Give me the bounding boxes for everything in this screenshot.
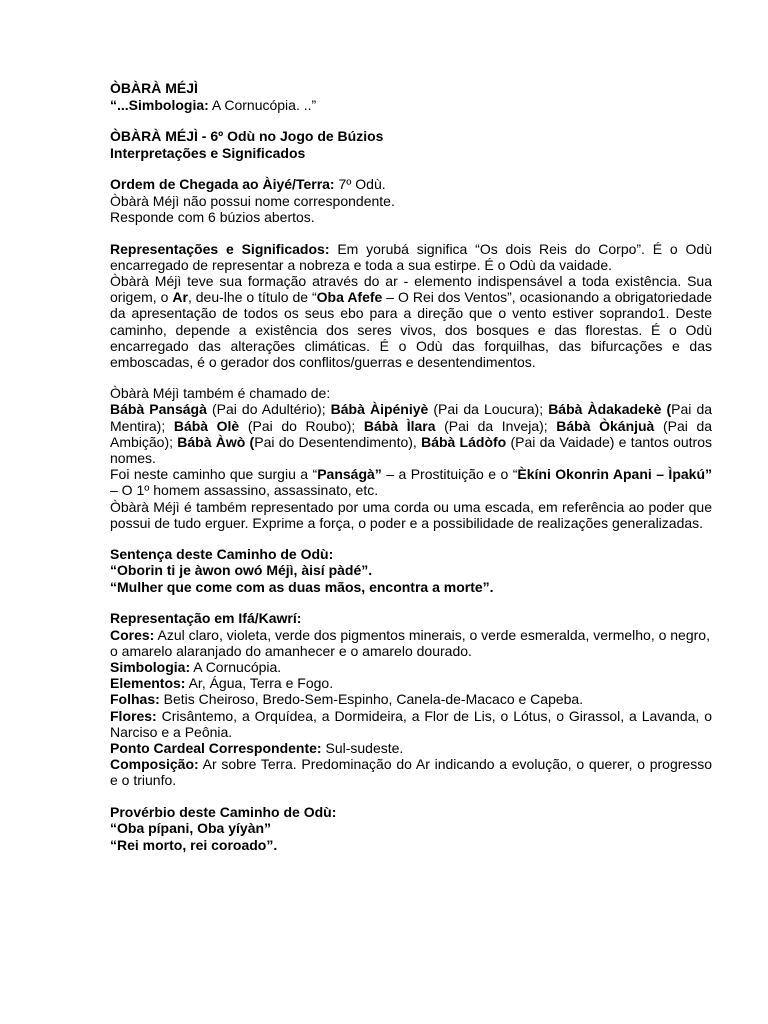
representations-paragraph-2	[110, 273, 712, 370]
pansaga-paragraph	[110, 466, 712, 498]
ifa-section	[110, 610, 712, 788]
pansaga-term: Panságà”	[317, 466, 382, 483]
sentence-section	[110, 546, 712, 596]
text-span: Òbàrà Méjì teve sua formação através do ar - elemento indispensável a toda existência. Sua origem, o	[110, 272, 712, 306]
elementos-item	[110, 675, 712, 691]
name-meaning: Pai do Desentendimento),	[254, 433, 422, 450]
representations-label: Representações e Significados:	[110, 240, 330, 257]
proverb-heading: Provérbio deste Caminho de Odù:	[110, 803, 337, 820]
ar-term: Ar	[172, 289, 188, 306]
flores-item	[110, 708, 712, 740]
simbologia-text: A Cornucópia.	[190, 659, 282, 676]
sentence-line-1: “Oborin ti je àwon owó Méjì, àisí pàdé”.	[110, 562, 373, 579]
name-term: Bábà Olè	[173, 417, 240, 434]
sentence-heading: Sentença deste Caminho de Odù:	[110, 545, 334, 562]
proverb-line-2: “Rei morto, rei coroado”.	[110, 836, 278, 853]
symbology-line	[110, 97, 712, 114]
symbology-label: “...Simbologia:	[110, 96, 209, 113]
section-subheading: Interpretações e Significados	[110, 144, 306, 161]
document-body	[110, 80, 712, 868]
name-meaning: Pai da Mentira);	[110, 401, 713, 434]
sentence-line-2: “Mulher que come com as duas mãos, encontra a morte”.	[110, 578, 494, 595]
name-meaning: (Pai da Ambição);	[110, 417, 713, 450]
cores-item	[110, 627, 712, 659]
oba-afefe-term: Oba Afefe	[316, 289, 383, 306]
name-term: Bábà Àipéniyè	[330, 401, 429, 418]
simbologia-label: Simbologia:	[110, 659, 191, 676]
rope-ladder-paragraph: Òbàrà Méjì é também representado por uma corda ou uma escada, em referência ao poder que possui de tudo erguer. Exprime a força, o poder e a possibilidade de realizações generalizadas.	[110, 498, 712, 531]
representations-section	[110, 241, 712, 371]
name-meaning: (Pai do Adultério);	[206, 401, 331, 418]
name-meaning: (Pai da Loucura);	[428, 401, 549, 418]
order-label: Ordem de Chegada ao Àiyé/Terra:	[110, 176, 335, 192]
composicao-item	[110, 756, 712, 788]
order-section	[110, 176, 712, 226]
name-meaning: (Pai da Inveja);	[435, 417, 557, 434]
ponto-cardeal-label: Ponto Cardeal Correspondente:	[110, 740, 322, 757]
name-term: Bábà Àwò (	[177, 433, 255, 450]
order-line-2: Òbàrà Méjì não possui nome correspondente.	[110, 192, 395, 209]
folhas-text: Betis Cheiroso, Bredo-Sem-Espinho, Canela-de-Macaco e Capeba.	[159, 691, 584, 708]
intro-section	[110, 128, 712, 161]
ekini-term: Èkíni Okonrin Apani – Ìpakú”	[517, 466, 712, 483]
flores-text: Crisântemo, a Orquídea, a Dormideira, a Flor de Lis, o Lótus, o Girassol, a Lavanda, o Narciso e a Peônia.	[110, 707, 712, 740]
elementos-text: Ar, Água, Terra e Fogo.	[185, 675, 334, 692]
name-term: Bábà Ládòfo	[421, 433, 507, 450]
elementos-label: Elementos:	[110, 675, 186, 692]
order-line-3: Responde com 6 búzios abertos.	[110, 209, 315, 225]
text-span: , deu-lhe o título de “	[187, 289, 317, 306]
ifa-heading: Representação em Ifá/Kawrí:	[110, 610, 302, 627]
name-term: Bábà Ìlara	[363, 417, 436, 434]
folhas-label: Folhas:	[110, 691, 160, 708]
name-meaning: (Pai da Vaidade) e tantos outros nomes.	[110, 433, 713, 466]
representations-text: Em yorubá significa “Os dois Reis do Corpo”. É o Odù encarregado de representar a nobreza e toda a sua estirpe. É o Odù da vaidade.	[110, 240, 712, 273]
proverb-section	[110, 804, 712, 854]
composicao-label: Composição:	[110, 756, 199, 773]
text-span: – a Prostituição e o “	[381, 466, 518, 483]
names-section	[110, 385, 712, 531]
symbology-text: A Cornucópia. ..”	[208, 96, 317, 113]
name-term: Bábà Àdakadekè (	[548, 401, 672, 418]
name-term: Bábà Òkánjuà	[556, 417, 655, 434]
section-heading: ÒBÀRÀ MÉJÌ - 6º Odù no Jogo de Búzios	[110, 128, 384, 144]
order-value: 7º Odù.	[334, 176, 386, 192]
ponto-cardeal-text: Sul-sudeste.	[321, 740, 404, 757]
composicao-text: Ar sobre Terra. Predominação do Ar indicando a evolução, o querer, o progresso e o triunfo.	[110, 756, 712, 789]
cores-label: Cores:	[110, 626, 155, 643]
names-list	[110, 401, 712, 466]
text-span: – O Rei dos Ventos”, ocasionando a obrigatoriedade da apresentação de todos os seus ebo para a direção que o vento estiver soprando1. Deste caminho, depende a existência dos seres vivos, dos bosques e das florestas. É o Odù encarregado das alterações climáticas. É o Odù das forquilhas, das bifurcações e das emboscadas, é o gerador dos conflitos/guerras e desentendimentos.	[110, 289, 713, 370]
name-term: Bábà Panságà	[110, 401, 207, 418]
text-span: Foi neste caminho que surgiu a “	[110, 466, 318, 483]
folhas-item	[110, 691, 712, 707]
page-title: ÒBÀRÀ MÉJÌ	[110, 80, 198, 96]
text-span: – O 1º homem assassino, assassinato, etc.	[110, 482, 379, 499]
ponto-cardeal-item	[110, 740, 712, 756]
name-meaning: (Pai do Roubo);	[239, 417, 364, 434]
names-intro: Òbàrà Méjì também é chamado de:	[110, 385, 331, 402]
proverb-line-1: “Oba pípani, Oba yíyàn”	[110, 820, 272, 837]
order-line	[110, 176, 712, 193]
representations-paragraph-1	[110, 241, 712, 273]
simbologia-item	[110, 659, 712, 675]
header-section	[110, 80, 712, 113]
cores-text: Azul claro, violeta, verde dos pigmentos minerais, o verde esmeralda, vermelho, o negro, o amarelo alaranjado do amanhecer e o amarelo dourado.	[110, 626, 710, 659]
flores-label: Flores:	[110, 707, 157, 724]
